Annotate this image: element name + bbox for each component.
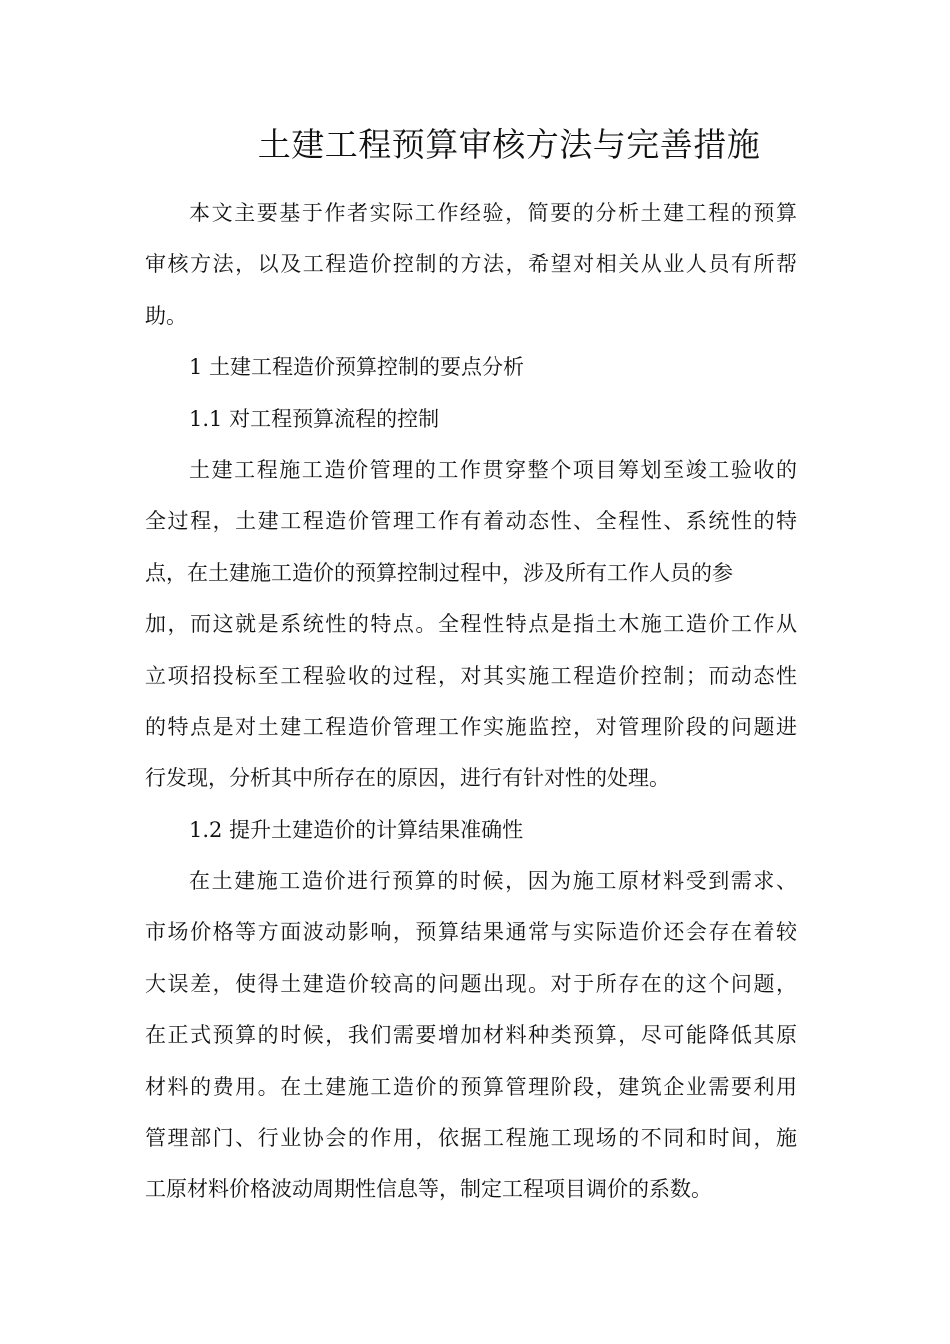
document-title: 土建工程预算审核方法与完善措施 — [257, 125, 761, 164]
body-line: 点，在土建施工造价的预算控制过程中，涉及所有工作人员的参 — [145, 560, 733, 585]
body-line: 助。 — [145, 303, 187, 328]
section-heading: 1 土建工程造价预算控制的要点分析 — [189, 355, 525, 380]
body-line: 立项招投标至工程验收的过程，对其实施工程造价控制；而动态性 — [145, 663, 797, 688]
body-line: 行发现，分析其中所存在的原因，进行有针对性的处理。 — [145, 766, 670, 791]
body-line: 的特点是对土建工程造价管理工作实施监控，对管理阶段的问题进 — [145, 714, 797, 739]
body-line: 工原材料价格波动周期性信息等，制定工程项目调价的系数。 — [145, 1177, 712, 1202]
body-line: 审核方法，以及工程造价控制的方法，希望对相关从业人员有所帮 — [145, 252, 797, 277]
body-line: 土建工程施工造价管理的工作贯穿整个项目筹划至竣工验收的 — [189, 457, 797, 482]
body-line: 加，而这就是系统性的特点。全程性特点是指土木施工造价工作从 — [145, 612, 797, 637]
subsection-heading: 1.2 提升土建造价的计算结果准确性 — [189, 817, 524, 842]
body-line: 全过程，土建工程造价管理工作有着动态性、全程性、系统性的特 — [145, 509, 797, 534]
body-line: 在正式预算的时候，我们需要增加材料种类预算，尽可能降低其原 — [145, 1023, 797, 1048]
body-line: 材料的费用。在土建施工造价的预算管理阶段，建筑企业需要利用 — [145, 1074, 797, 1099]
subsection-heading: 1.1 对工程预算流程的控制 — [189, 406, 440, 431]
body-line: 在土建施工造价进行预算的时候，因为施工原材料受到需求、 — [189, 869, 797, 894]
body-line: 本文主要基于作者实际工作经验，简要的分析土建工程的预算 — [189, 201, 797, 225]
body-line: 市场价格等方面波动影响，预算结果通常与实际造价还会存在着较 — [145, 920, 797, 945]
body-line: 管理部门、行业协会的作用，依据工程施工现场的不同和时间，施 — [145, 1126, 797, 1151]
body-line: 大误差，使得土建造价较高的问题出现。对于所存在的这个问题， — [145, 971, 797, 996]
document-body — [145, 188, 797, 1216]
